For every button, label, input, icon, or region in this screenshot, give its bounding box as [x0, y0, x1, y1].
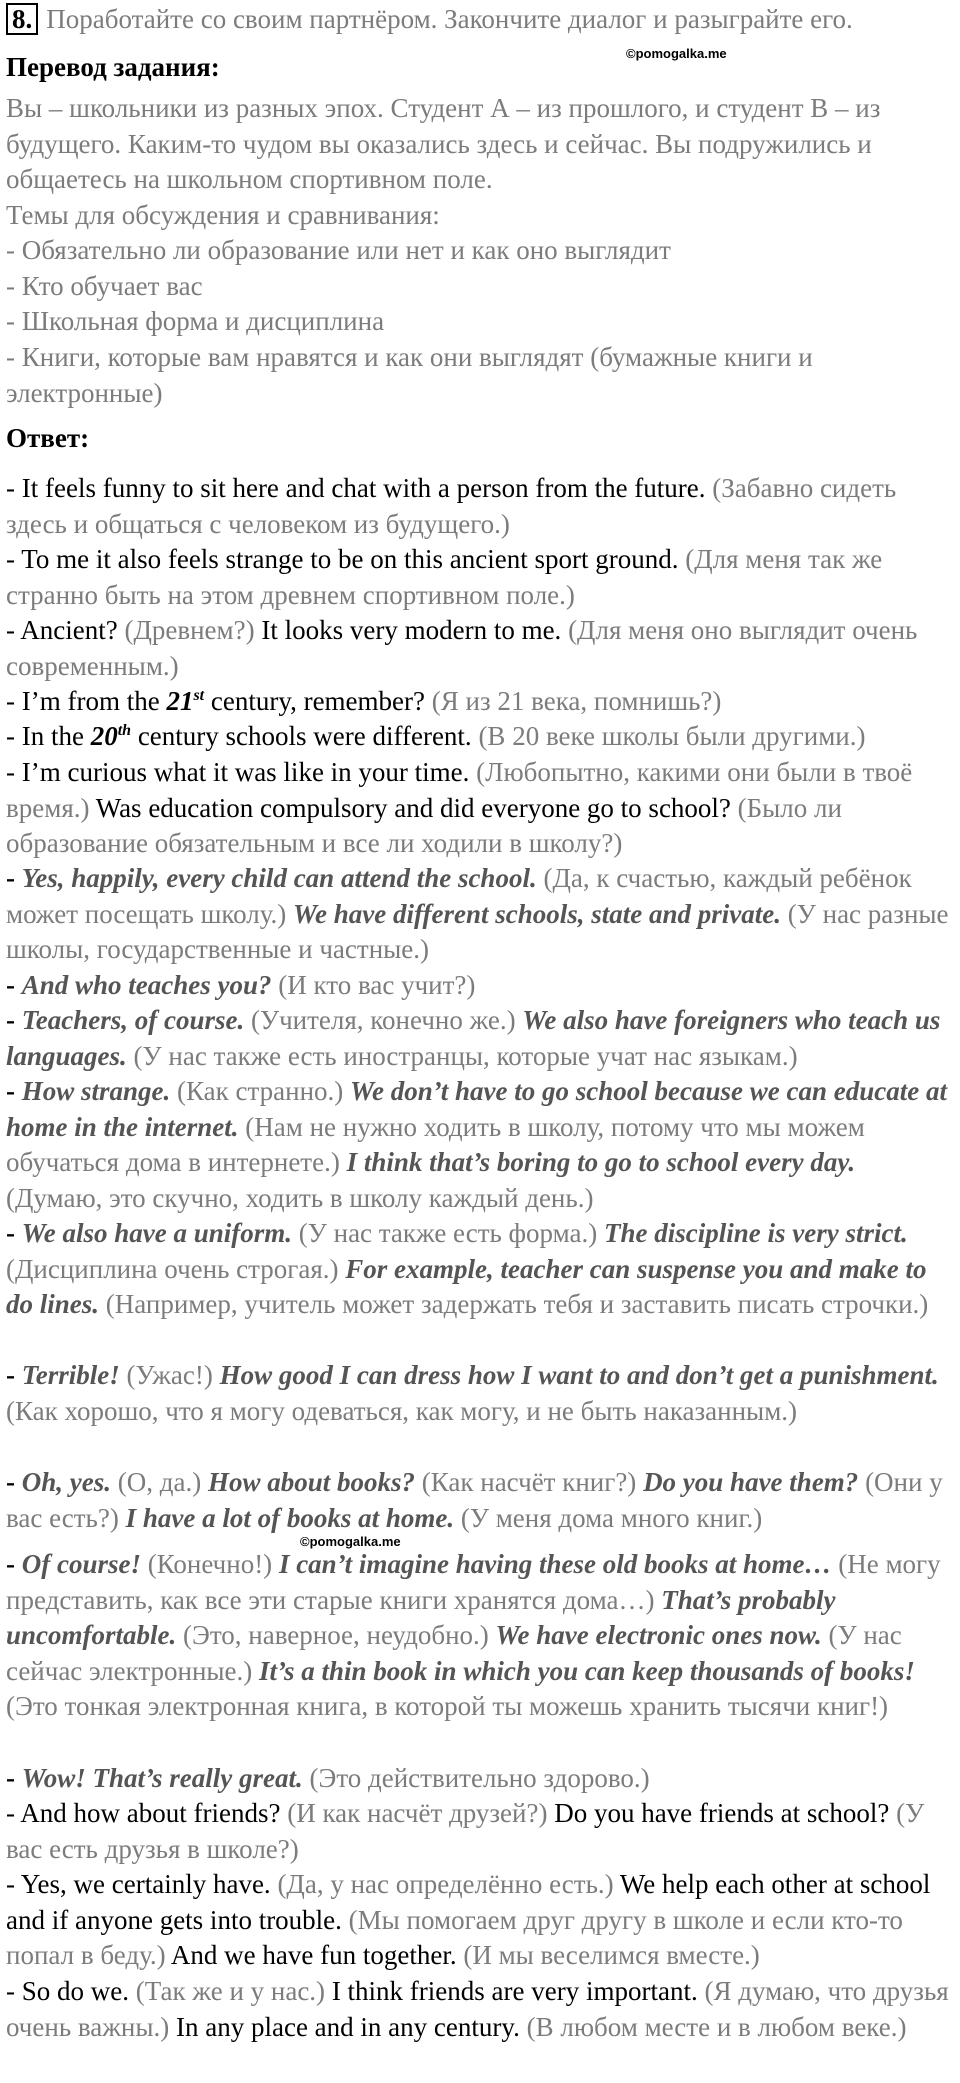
watermark-top: ©pomogalka.me: [626, 46, 727, 61]
russian-translation: (Да, у нас определённо есть.): [277, 1869, 614, 1899]
dialogue-line: [6, 719, 954, 755]
english-text: - It feels funny to sit here and chat with a person from the future.: [6, 473, 706, 503]
russian-translation: (У нас также есть иностранцы, которые учат нас языкам.): [133, 1040, 798, 1071]
topic-item: - Книги, которые вам нравятся и как они выглядят (бумажные книги и электронные): [6, 342, 813, 408]
english-text: We have different schools, state and private.: [293, 898, 782, 929]
dialogue-line: - We also have a uniform. (У нас также есть форма.) The discipline is very strict. (Дисциплина очень строгая.) For example, teacher can suspense you and make to do lines. (Например, учитель может задержать тебя и заставить писать строчки.): [6, 1218, 929, 1319]
english-text: Terrible!: [21, 1360, 120, 1390]
russian-translation: (Это действительно здорово.): [309, 1763, 650, 1793]
russian-translation: (Забавно сидеть здесь и общаться с человеком из будущего.): [6, 473, 897, 539]
english-text: century, remember?: [210, 686, 426, 716]
russian-translation: (У нас разные школы, государственные и частные.): [6, 898, 949, 964]
dialogue-line: - Oh, yes. (О, да.) How about books? (Как насчёт книг?) Do you have them? (Они у вас есть?) I have a lot of books at home. (У меня дома много книг.): [6, 1467, 943, 1533]
english-text: I have a lot of books at home.: [125, 1502, 455, 1533]
russian-translation: (Учителя, конечно же.): [251, 1005, 516, 1035]
english-text: I can’t imagine having these old books at home…: [278, 1549, 832, 1579]
dialogue-line: [6, 755, 954, 862]
russian-translation: (И кто вас учит?): [278, 970, 476, 1000]
topic-item: - Обязательно ли образование или нет и как оно выглядит: [6, 235, 671, 265]
english-text: Yes, happily, every child can attend the school.: [21, 863, 537, 893]
russian-translation: (Конечно!): [147, 1549, 273, 1579]
russian-translation: (Как насчёт книг?): [421, 1467, 637, 1497]
english-text: - I’m curious what it was like in your time.: [6, 757, 470, 787]
russian-translation: (Как хорошо, что я могу одеваться, как могу, и не быть наказанным.): [6, 1395, 798, 1426]
english-text: It’s a thin book in which you can keep thousands of books!: [259, 1655, 915, 1686]
russian-translation: (Я из 21 века, помнишь?): [431, 686, 722, 716]
english-text: How strange.: [21, 1076, 171, 1106]
english-text: - To me it also feels strange to be on this ancient sport ground.: [6, 544, 679, 574]
russian-translation: (Как странно.): [177, 1076, 344, 1106]
russian-translation: (Нам не нужно ходить в школу, потому что мы можем обучаться дома в интернете.): [6, 1111, 865, 1177]
english-text: Teachers, of course.: [21, 1005, 245, 1035]
russian-translation: (И как насчёт друзей?): [287, 1798, 548, 1828]
russian-translation: (Думаю, это скучно, ходить в школу каждый день.): [6, 1182, 594, 1213]
russian-translation: (Мы помогаем друг другу в школе и если кто-то попал в беду.): [6, 1904, 903, 1970]
english-text: - Yes, we certainly have.: [6, 1869, 271, 1899]
russian-translation: (В 20 веке школы были другими.): [478, 721, 866, 751]
english-text: We help each other at school and if anyone gets into trouble.: [6, 1869, 931, 1935]
english-text: We also have a uniform.: [21, 1218, 293, 1248]
russian-translation: (У вас есть друзья в школе?): [6, 1798, 925, 1864]
dialogue-line: [6, 542, 954, 613]
russian-translation: (Это, наверное, неудобно.): [183, 1620, 489, 1650]
english-text: - I’m from the: [6, 686, 160, 716]
english-text: How good I can dress how I want to and don’t get a punishment.: [219, 1360, 939, 1390]
english-text: Do you have them?: [643, 1467, 859, 1497]
english-text: century schools were different.: [137, 721, 472, 751]
english-text: The discipline is very strict.: [604, 1218, 908, 1248]
dialogue-line: [6, 684, 954, 720]
english-text: And we have fun together.: [170, 1940, 457, 1970]
topics-title: Темы для обсуждения и сравнивания:: [6, 200, 440, 230]
english-text: It looks very modern to me.: [261, 615, 562, 645]
english-text: I think that’s boring to go to school every day.: [346, 1147, 856, 1177]
russian-translation: (В любом месте и в любом веке.): [526, 2011, 907, 2042]
russian-translation: (И мы веселимся вместе.): [463, 1940, 760, 1970]
russian-translation: (Не могу представить, как все эти старые книги хранятся дома…): [6, 1549, 941, 1615]
english-text: For example, teacher can suspense you and make to do lines.: [6, 1253, 927, 1319]
topic-item: - Кто обучает вас: [6, 271, 203, 301]
english-text: In any place and in any century.: [176, 2011, 520, 2042]
dialogue-line: [6, 1974, 954, 2045]
english-text: We also have foreigners who teach us languages.: [6, 1005, 941, 1071]
english-text: We have electronic ones now.: [495, 1620, 822, 1650]
task-instruction: Поработайте со своим партнёром. Закончите диалог и разыграйте его.: [46, 4, 853, 34]
english-text: We don’t have to go school because we can educate at home in the internet.: [6, 1076, 947, 1142]
answer-heading: Ответ:: [6, 423, 90, 453]
russian-translation: (Да, к счастью, каждый ребёнок может посещать школу.): [6, 863, 912, 929]
russian-translation: (Это тонкая электронная книга, в которой ты можешь хранить тысячи книг!): [6, 1691, 889, 1721]
english-text: That’s probably uncomfortable.: [6, 1584, 836, 1650]
russian-translation: (Было ли образование обязательным и все ли ходили в школу?): [6, 792, 842, 858]
dialogue-line: [6, 613, 954, 684]
translation-heading: Перевод задания:: [6, 52, 220, 82]
dialogue-line: - Yes, happily, every child can attend the school. (Да, к счастью, каждый ребёнок может посещать школу.) We have different schools, state and private. (У нас разные школы, государственные и частные.): [6, 863, 949, 964]
dialogue-line: [6, 1796, 954, 1867]
russian-translation: (Например, учитель может задержать тебя и заставить писать строчки.): [105, 1289, 929, 1319]
russian-translation: (Любопытно, какими они были в твоё время.): [6, 757, 913, 823]
english-text: Oh, yes.: [21, 1467, 111, 1497]
task-line: [6, 2, 954, 38]
dialogue-line: [6, 471, 954, 542]
russian-translation: (Дисциплина очень строгая.): [6, 1253, 339, 1284]
dialogue-line: - Wow! That’s really great. (Это действительно здорово.): [6, 1763, 650, 1793]
century-number: 20th: [90, 721, 132, 751]
watermark-middle: ©pomogalka.me: [300, 1534, 401, 1549]
russian-translation: (У меня дома много книг.): [460, 1502, 763, 1533]
topic-item: - Школьная форма и дисциплина: [6, 306, 385, 336]
english-text: I think friends are very important.: [331, 1976, 698, 2006]
russian-translation: (Для меня так же странно быть на этом древнем спортивном поле.): [6, 544, 883, 610]
dialogue-line: - How strange. (Как странно.) We don’t have to go school because we can educate at home in the internet. (Нам не нужно ходить в школу, потому что мы можем обучаться дома в интернете.) I think that’s boring to go to school every day. (Думаю, это скучно, ходить в школу каждый день.): [6, 1076, 947, 1213]
russian-translation: (О, да.): [117, 1467, 202, 1497]
english-text: - In the: [6, 721, 84, 751]
english-text: - So do we.: [6, 1976, 129, 2006]
dialogue-line: - Of course! (Конечно!) I can’t imagine having these old books at home… (Не могу представить, как все эти старые книги хранятся дома…) That’s probably uncomfortable. (Это, наверное, неудобно.) We have electronic ones now. (У нас сейчас электронные.) It’s a thin book in which you can keep thousands of books! (Это тонкая электронная книга, в которой ты можешь хранить тысячи книг!): [6, 1549, 941, 1721]
russian-translation: (Ужас!): [126, 1360, 213, 1390]
english-text: How about books?: [207, 1467, 415, 1497]
translation-text: Вы – школьники из разных эпох. Студент А – из прошлого, и студент В – из будущего. Каким-то чудом вы оказались здесь и сейчас. Вы подружились и общаетесь на школьном спортивном поле.: [6, 93, 881, 194]
russian-translation: (У нас также есть форма.): [298, 1218, 598, 1248]
russian-translation: (Для меня оно выглядит очень современным.): [6, 615, 918, 681]
english-text: Do you have friends at school?: [554, 1798, 890, 1828]
english-text: Wow! That’s really great.: [21, 1763, 303, 1793]
english-text: - Ancient?: [6, 615, 118, 645]
russian-translation: (У нас сейчас электронные.): [6, 1620, 902, 1686]
dialogue-line: [6, 1867, 954, 1974]
english-text: Was education compulsory and did everyone go to school?: [95, 792, 731, 823]
task-number: 8.: [6, 3, 38, 35]
dialogue-line: - And who teaches you? (И кто вас учит?): [6, 970, 476, 1000]
russian-translation: (Я думаю, что друзья очень важны.): [6, 1976, 949, 2042]
century-number: 21st: [166, 686, 205, 716]
dialogue-line: - Teachers, of course. (Учителя, конечно же.) We also have foreigners who teach us languages. (У нас также есть иностранцы, которые учат нас языкам.): [6, 1005, 941, 1071]
dialogue-line: - Terrible! (Ужас!) How good I can dress how I want to and don’t get a punishment. (Как хорошо, что я могу одеваться, как могу, и не быть наказанным.): [6, 1360, 939, 1426]
russian-translation: (Так же и у нас.): [135, 1976, 326, 2006]
russian-translation: (Они у вас есть?): [6, 1467, 943, 1533]
english-text: - And how about friends?: [6, 1798, 281, 1828]
russian-translation: (Древнем?): [124, 615, 255, 645]
english-text: Of course!: [21, 1549, 141, 1579]
english-text: And who teaches you?: [21, 970, 272, 1000]
